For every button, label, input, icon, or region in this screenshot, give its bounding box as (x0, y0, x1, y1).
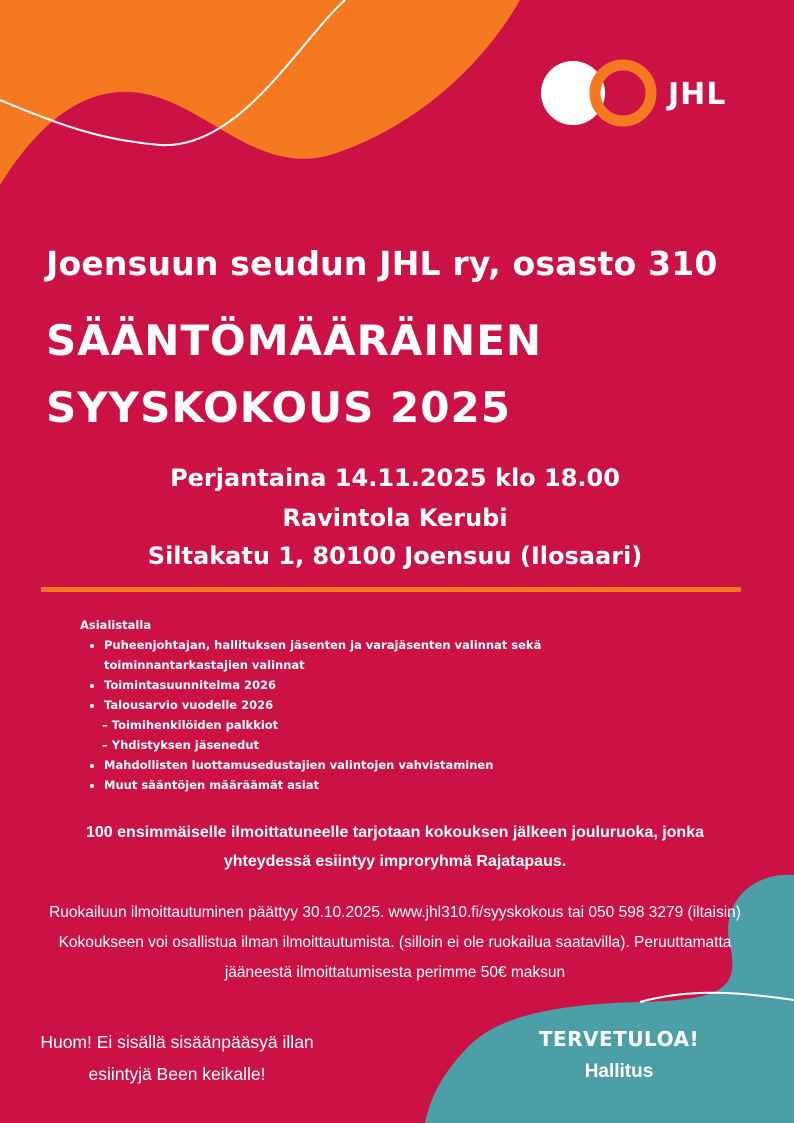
logo-text: JHL (668, 77, 727, 112)
welcome-text: TERVETULOA! (538, 1027, 700, 1051)
registration-line-3: jääneestä ilmoittatumisesta perimme 50€ maksun (224, 964, 566, 981)
title-line-2: SYYSKOKOUS 2025 (46, 383, 511, 432)
agenda-subitem: – Yhdistyksen jäsenedut (102, 738, 260, 752)
agenda-item: • Toimintasuunnitelma 2026 (104, 675, 600, 695)
registration-line-1: Ruokailuun ilmoittautuminen päättyy 30.10.2025. www.jhl310.fi/syyskokous tai 050 598 3279 (iltaisin) (49, 904, 741, 921)
agenda-item-continuation: toiminnantarkastajien valinnat (104, 658, 305, 672)
orange-divider (41, 587, 741, 592)
dinner-offer (40, 818, 750, 876)
agenda-item: • Muut sääntöjen määräämät asiat (104, 775, 600, 795)
agenda-list (80, 635, 600, 795)
signature-text: Hallitus (584, 1061, 654, 1082)
agenda-heading: Asialistalla (80, 618, 152, 632)
agenda-item: • Mahdollisten luottamusedustajien valintojen vahvistaminen (104, 755, 600, 775)
note-line-1: Huom! Ei sisällä sisäänpääsyä illan (40, 1032, 314, 1052)
event-venue: Ravintola Kerubi (282, 504, 508, 532)
note-line-2: esiintyjä Been keikalle! (88, 1064, 266, 1084)
registration-info (10, 898, 780, 988)
orange-wave-shape (0, 0, 520, 185)
event-address: Siltakatu 1, 80100 Joensuu (Ilosaari) (147, 542, 643, 570)
agenda-subitem: – Toimihenkilöiden palkkiot (102, 718, 279, 732)
registration-line-2: Kokoukseen voi osallistua ilman ilmoittautumista. (silloin ei ole ruokailua saatavilla). Peruuttamatta (58, 934, 732, 951)
title-line-1: SÄÄNTÖMÄÄRÄINEN (46, 316, 543, 365)
offer-line-2: yhteydessä esiintyy improryhmä Rajatapaus. (223, 853, 567, 870)
event-date-time: Perjantaina 14.11.2025 klo 18.00 (170, 464, 620, 492)
agenda (80, 615, 600, 795)
footer-note (22, 1026, 332, 1090)
agenda-item: • Puheenjohtajan, hallituksen jäsenten ja varajäsenten valinnat sekä (104, 635, 600, 655)
agenda-item: • Talousarvio vuodelle 2026 (104, 695, 600, 715)
organization-name: Joensuun seudun JHL ry, osasto 310 (46, 244, 718, 283)
offer-line-1: 100 ensimmäiselle ilmoittatuneelle tarjotaan kokouksen jälkeen jouluruoka, jonka (86, 824, 704, 841)
